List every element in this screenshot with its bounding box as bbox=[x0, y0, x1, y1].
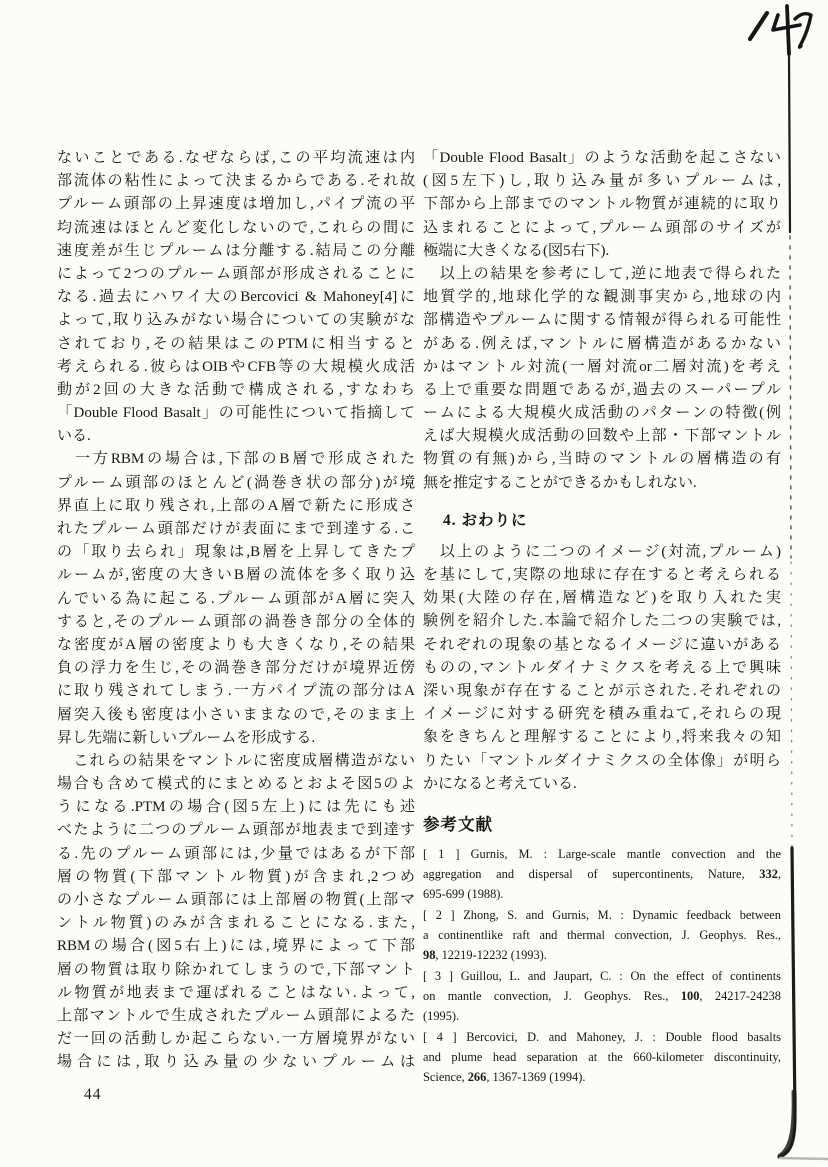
text-line: これらの結果をマントルに密度成層構造がない bbox=[57, 752, 415, 769]
text-line: に取り残されてしまう.一方パイプ流の部分はA bbox=[57, 683, 415, 700]
scan-edge-line bbox=[779, 54, 828, 1159]
reference-line: [ 4 ] Bercovici, D. and Mahoney, J. : Double flood basalts bbox=[423, 1029, 781, 1044]
text-line: 動が2回の大きな活動で構成される,すなわち bbox=[57, 381, 415, 398]
text-line: ものの,マントルダイナミクスを考える上で興味 bbox=[423, 659, 781, 676]
reference-line: a continentlike raft and thermal convection, J. Geophys. Res., bbox=[423, 928, 781, 943]
text-line: 負の浮力を生じ,その渦巻き部分だけが境界近傍 bbox=[57, 660, 415, 677]
text-line: りたい「マントルダイナミクスの全体像」が明ら bbox=[423, 752, 781, 769]
text-line: 上部マントルで生成されたプルーム頭部によるた bbox=[57, 1007, 415, 1024]
text-line: されており,その結果はこのPTMに相当すると bbox=[57, 335, 415, 352]
right-text-column bbox=[423, 147, 781, 1087]
reference-line: and plume head separation at the 660-kilometer discontinuity, bbox=[423, 1049, 781, 1064]
reference-item bbox=[423, 966, 781, 1027]
text-line: 「Double Flood Basalt」のような活動を起こさない bbox=[423, 150, 781, 166]
text-line: 場合も含めて模式的にまとめるとおよそ図5のよ bbox=[57, 776, 415, 793]
reference-line: [ 2 ] Zhong, S. and Gurnis, M. : Dynamic feedback between bbox=[423, 907, 781, 922]
paragraph bbox=[57, 750, 415, 1075]
text-line: 層の物質は取り除かれてしまうので,下部マント bbox=[57, 961, 415, 978]
text-line: 象をきちんと理解することにより,将来我々の知 bbox=[423, 729, 781, 746]
text-line: 下部から上部までのマントル物質が連続的に取り bbox=[423, 196, 781, 213]
text-line: の「取り去られ」現象は,B層を上昇してきたプ bbox=[57, 544, 415, 561]
text-line: がある.例えば,マントルに層構造があるかない bbox=[423, 335, 781, 352]
section-heading: 4. おわりに bbox=[443, 511, 528, 529]
text-line: 層突入後も密度は小さいままなので,そのまま上 bbox=[57, 706, 415, 723]
text-line: えば大規模火成活動の回数や上部・下部マントル bbox=[423, 428, 781, 445]
text-line: 部構造やプルームに関する情報が得られる可能性 bbox=[423, 312, 781, 329]
reference-line: (1995). bbox=[423, 1009, 460, 1024]
paragraph bbox=[423, 147, 781, 263]
text-line: の小さなプルーム頭部には上部層の物質(上部マ bbox=[57, 892, 415, 908]
paragraph bbox=[57, 147, 415, 448]
text-line: よって,取り込みがない場合についての実験がな bbox=[57, 312, 415, 329]
reference-item bbox=[423, 844, 781, 905]
reference-line: aggregation and dispersal of supercontinents, Nature, 332, bbox=[423, 867, 781, 882]
text-line: それぞれの現象の基となるイメージに違いがある bbox=[423, 636, 781, 653]
text-line: だ一回の活動しか起こらない.一方層境界がない bbox=[57, 1031, 415, 1048]
text-line: すると,そのプルーム頭部の渦巻き部分の全体的 bbox=[57, 613, 415, 630]
text-line: かになると考えている. bbox=[423, 775, 577, 792]
text-line: なる.過去にハワイ大のBercovici & Mahoney[4]に bbox=[57, 289, 415, 306]
text-line: 物質の有無)から,当時のマントルの層構造の有 bbox=[423, 451, 781, 468]
text-line: (図5左下)し,取り込み量が多いプルームは, bbox=[423, 173, 781, 190]
reference-line: [ 1 ] Gurnis, M. : Large-scale mantle convection and the bbox=[423, 846, 781, 861]
text-line: を基にして,実際の地球に存在すると考えられる bbox=[423, 567, 781, 583]
reference-line: 695-699 (1988). bbox=[423, 887, 504, 902]
text-line: 地質学的,地球化学的な観測事実から,地球の内 bbox=[423, 289, 781, 306]
text-line: 験例を紹介した.本論で紹介した二つの実験では, bbox=[423, 613, 781, 630]
text-line: ントル物質)のみが含まれることになる.また, bbox=[57, 915, 415, 932]
text-line: 以上のように二つのイメージ(対流,プルーム) bbox=[423, 543, 781, 560]
text-line: プルーム頭部の上昇速度は増加し,パイプ流の平 bbox=[57, 196, 415, 213]
text-line: れたプルーム頭部だけが表面にまで到達する.こ bbox=[57, 521, 415, 537]
text-line: な密度がA層の密度よりも大きくなり,その結果 bbox=[57, 636, 415, 653]
text-line: 層の物質(下部マントル物質)が含まれ,2つめ bbox=[57, 868, 415, 885]
text-line: ル物質が地表まで運ばれることはない.よって, bbox=[57, 984, 415, 1001]
text-line: 込まれることによって,プルーム頭部のサイズが bbox=[423, 219, 781, 236]
reference-line: on mantle convection, J. Geophys. Res., 100, 24217-24238 bbox=[423, 988, 781, 1003]
text-line: 深い現象が存在することが示された.それぞれの bbox=[423, 682, 781, 699]
text-line: ームによる大規模火成活動のパターンの特徴(例 bbox=[423, 405, 781, 422]
text-line: 効果(大陸の存在,層構造など)を取り入れた実 bbox=[423, 590, 781, 607]
text-line: る.先のプルーム頭部には,少量ではあるが下部 bbox=[57, 845, 415, 862]
text-line: イメージに対する研究を積み重ねて,それらの現 bbox=[423, 706, 781, 723]
references-heading: 参考文献 bbox=[423, 814, 493, 834]
text-line: によって2つのプルーム頭部が形成されることに bbox=[57, 265, 415, 282]
text-line: 場合には,取り込み量の少ないプルームは bbox=[57, 1054, 415, 1071]
text-line: 部流体の粘性によって決まるからである.それ故 bbox=[57, 173, 415, 190]
text-line: 均流速はほとんど変化しないので,これらの間に bbox=[57, 219, 415, 236]
text-line: べたように二つのプルーム頭部が地表まで到達す bbox=[57, 822, 415, 839]
text-line: 昇し先端に新しいプルームを形成する. bbox=[57, 729, 316, 746]
text-line: 速度差が生じプルームは分離する.結局この分離 bbox=[57, 242, 415, 259]
text-line: 極端に大きくなる(図5右下). bbox=[423, 242, 610, 259]
page-number: 44 bbox=[84, 1086, 102, 1103]
text-line: 界直上に取り残され,上部のA層で新たに形成さ bbox=[57, 497, 415, 514]
paragraph bbox=[423, 541, 781, 796]
text-line: 一方RBMの場合は,下部のB層で形成された bbox=[57, 451, 415, 468]
text-line: 「Double Flood Basalt」の可能性について指摘して bbox=[57, 405, 415, 422]
text-line: 以上の結果を参考にして,逆に地表で得られた bbox=[423, 265, 781, 282]
reference-item bbox=[423, 1027, 781, 1088]
left-text-column bbox=[57, 147, 415, 1075]
text-line: ルームが,密度の大きいB層の流体を多く取り込 bbox=[57, 567, 415, 584]
text-line: 考えられる.彼らはOIBやCFB等の大規模火成活 bbox=[57, 358, 415, 375]
reference-line: 98, 12219-12232 (1993). bbox=[423, 948, 547, 963]
text-line: うになる.PTMの場合(図5左上)には先にも述 bbox=[57, 799, 415, 816]
paragraph bbox=[57, 448, 415, 749]
text-line: 無を推定することができるかもしれない. bbox=[423, 474, 697, 491]
handwritten-page-number-mark bbox=[750, 6, 811, 54]
text-line: ないことである.なぜならば,この平均流速は内 bbox=[57, 150, 415, 166]
text-line: いる. bbox=[57, 428, 91, 445]
text-line: る上で重要な問題であるが,過去のスーパープル bbox=[423, 381, 781, 398]
reference-line: [ 3 ] Guillou, L. and Jaupart, C. : On the effect of continents bbox=[423, 968, 781, 983]
text-line: プルーム頭部のほとんど(渦巻き状の部分)が境 bbox=[57, 474, 415, 491]
text-line: かはマントル対流(一層対流or二層対流)を考え bbox=[423, 358, 781, 375]
paragraph bbox=[423, 263, 781, 495]
text-line: RBMの場合(図5右上)には,境界によって下部 bbox=[57, 938, 415, 955]
reference-line: Science, 266, 1367-1369 (1994). bbox=[423, 1070, 586, 1085]
text-line: んでいる為に起こる.プルーム頭部がA層に突入 bbox=[57, 590, 415, 607]
reference-item bbox=[423, 905, 781, 966]
